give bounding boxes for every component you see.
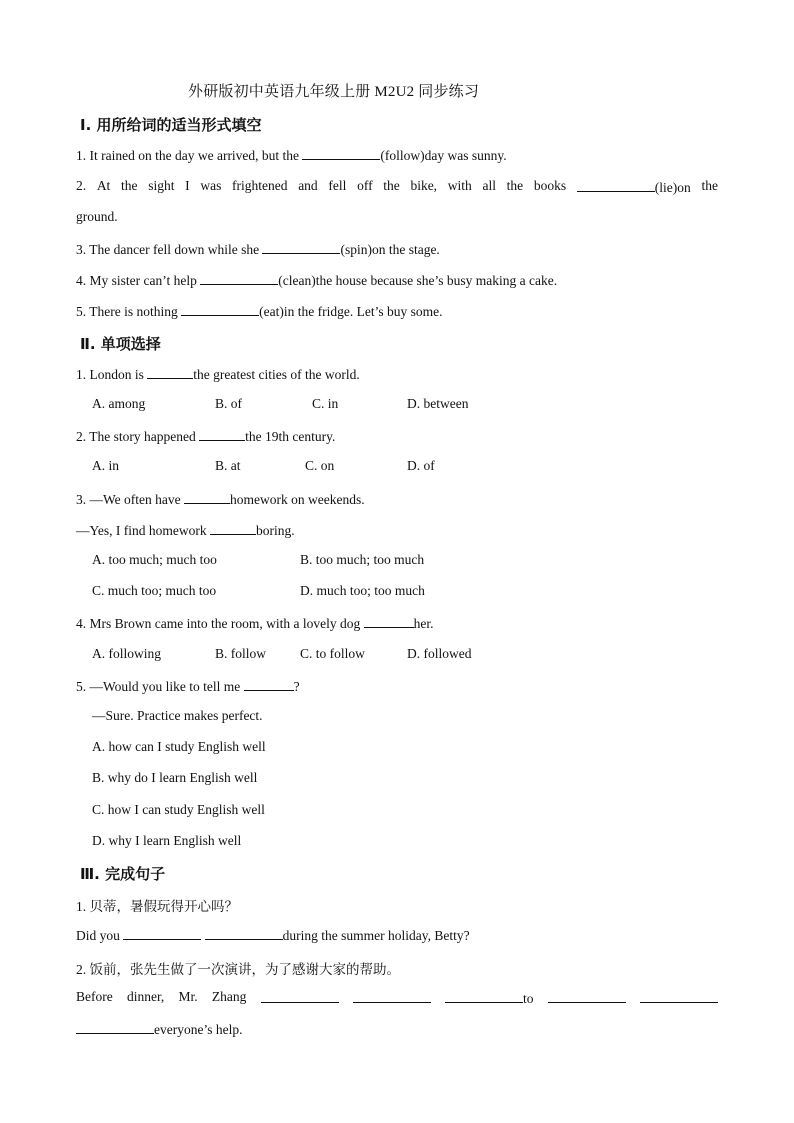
answer-blank[interactable]	[302, 146, 380, 160]
option-d[interactable]: D. of	[407, 458, 435, 473]
option-d[interactable]: D. why I learn English well	[92, 833, 242, 848]
answer-blank[interactable]	[640, 989, 718, 1003]
answer-blank[interactable]	[244, 677, 294, 691]
answer-blank[interactable]	[76, 1020, 154, 1034]
s2-question-2: 2. The story happened the 19th century.	[76, 429, 336, 444]
answer-blank[interactable]	[353, 989, 431, 1003]
answer-blank[interactable]	[199, 427, 245, 441]
option-a[interactable]: A. following	[92, 646, 161, 661]
option-a[interactable]: A. how can I study English well	[92, 739, 266, 754]
s3-question-2-cont: everyone’s help.	[76, 1020, 242, 1038]
s1-question-4: 4. My sister can’t help (clean)the house because she’s busy making a cake.	[76, 273, 558, 288]
option-c[interactable]: C. to follow	[300, 646, 365, 661]
s1-question-1: 1. It rained on the day we arrived, but the (follow)day was sunny.	[76, 148, 507, 163]
option-b[interactable]: B. too much; too much	[300, 552, 425, 567]
s3-question-1: Did you during the summer holiday, Betty?	[76, 928, 470, 943]
section-2-heading: Ⅱ. 单项选择	[80, 335, 161, 353]
s2-question-1: 1. London is the greatest cities of the world.	[76, 367, 360, 382]
answer-blank[interactable]	[577, 178, 655, 192]
s1-question-2-cont: ground.	[76, 209, 118, 224]
option-d[interactable]: D. much too; too much	[300, 583, 425, 598]
answer-blank[interactable]	[445, 989, 523, 1003]
s2-question-4: 4. Mrs Brown came into the room, with a lovely dog her.	[76, 616, 434, 631]
s2-question-5: 5. —Would you like to tell me ?	[76, 679, 300, 694]
answer-blank[interactable]	[123, 926, 201, 940]
option-a[interactable]: A. too much; much too	[92, 552, 217, 567]
section-1-heading: Ⅰ. 用所给词的适当形式填空	[80, 116, 262, 134]
s3-question-1-cn: 1. 贝蒂，暑假玩得开心吗？	[76, 899, 238, 914]
answer-blank[interactable]	[210, 521, 256, 535]
option-d[interactable]: D. followed	[407, 646, 472, 661]
s2-question-3-reply: —Yes, I find homework boring.	[76, 523, 295, 538]
s1-question-3: 3. The dancer fell down while she (spin)on the stage.	[76, 242, 440, 257]
answer-blank[interactable]	[261, 989, 339, 1003]
section-3-heading: Ⅲ. 完成句子	[80, 865, 166, 883]
option-b[interactable]: B. of	[215, 396, 242, 411]
answer-blank[interactable]	[200, 271, 278, 285]
s3-question-2-cn: 2. 饭前，张先生做了一次演讲，为了感谢大家的帮助。	[76, 962, 400, 977]
option-b[interactable]: B. at	[215, 458, 241, 473]
answer-blank[interactable]	[205, 926, 283, 940]
answer-blank[interactable]	[364, 614, 414, 628]
option-b[interactable]: B. why do I learn English well	[92, 770, 258, 785]
s2-question-3: 3. —We often have homework on weekends.	[76, 492, 365, 507]
answer-blank[interactable]	[548, 989, 626, 1003]
option-c[interactable]: C. in	[312, 396, 339, 411]
s1-question-2: 2. At the sight I was frightened and fell off the bike, with all the books (lie)on the	[76, 178, 718, 195]
option-c[interactable]: C. much too; much too	[92, 583, 217, 598]
option-a[interactable]: A. among	[92, 396, 146, 411]
s3-question-2: Before dinner, Mr. Zhang to	[76, 989, 718, 1007]
option-c[interactable]: C. on	[305, 458, 335, 473]
answer-blank[interactable]	[262, 240, 340, 254]
option-c[interactable]: C. how I can study English well	[92, 802, 265, 817]
s1-question-5: 5. There is nothing (eat)in the fridge. Let’s buy some.	[76, 304, 443, 319]
answer-blank[interactable]	[147, 365, 193, 379]
page-title: 外研版初中英语九年级上册 M2U2 同步练习	[188, 84, 480, 100]
option-b[interactable]: B. follow	[215, 646, 267, 661]
answer-blank[interactable]	[184, 490, 230, 504]
s2-question-5-reply: —Sure. Practice makes perfect.	[92, 708, 263, 723]
option-d[interactable]: D. between	[407, 396, 469, 411]
option-a[interactable]: A. in	[92, 458, 119, 473]
answer-blank[interactable]	[181, 302, 259, 316]
